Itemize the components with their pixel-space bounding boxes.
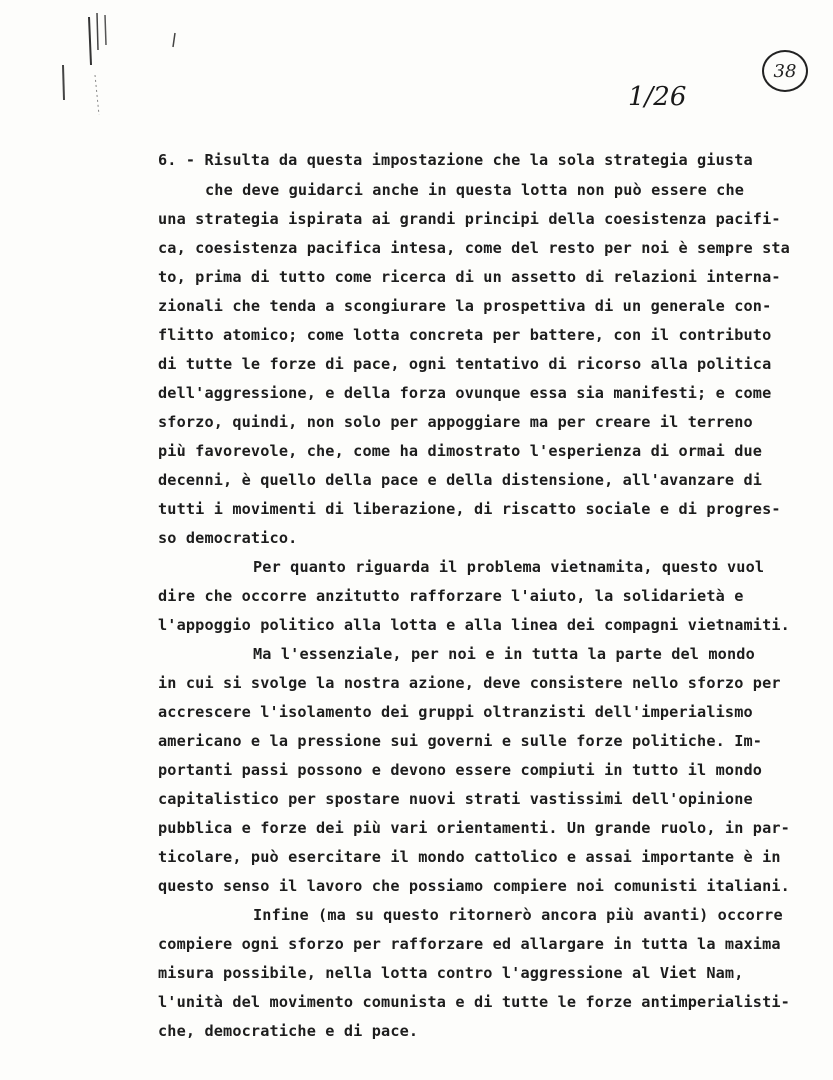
scan-artifact-marks xyxy=(55,5,195,125)
text-line: dire che occorre anzitutto rafforzare l'aiuto, la solidarietà e xyxy=(158,587,744,605)
text-line: Ma l'essenziale, per noi e in tutta la parte del mondo xyxy=(253,645,755,663)
text-line: ca, coesistenza pacifica intesa, come del resto per noi è sempre sta xyxy=(158,239,790,257)
text-line: capitalistico per spostare nuovi strati vastissimi dell'opinione xyxy=(158,790,753,808)
text-line: che, democratiche e di pace. xyxy=(158,1022,419,1040)
text-line: americano e la pressione sui governi e sulle forze politiche. Im- xyxy=(158,732,763,750)
text-line: l'appoggio politico alla lotta e alla linea dei compagni vietnamiti. xyxy=(158,616,790,634)
text-line: pubblica e forze dei più vari orientamenti. Un grande ruolo, in par- xyxy=(158,819,790,837)
text-line: una strategia ispirata ai grandi principi della coesistenza pacifi- xyxy=(158,210,781,228)
text-line: decenni, è quello della pace e della distensione, all'avanzare di xyxy=(158,471,763,489)
text-line: ticolare, può esercitare il mondo cattolico e assai importante è in xyxy=(158,848,781,866)
text-line: più favorevole, che, come ha dimostrato l'esperienza di ormai due xyxy=(158,442,763,460)
text-line: misura possibile, nella lotta contro l'aggressione al Viet Nam, xyxy=(158,964,744,982)
text-line: 6. - Risulta da questa impostazione che la sola strategia giusta xyxy=(158,151,753,169)
page-reference: 1/26 xyxy=(628,82,687,112)
text-line: in cui si svolge la nostra azione, deve consistere nello sforzo per xyxy=(158,674,781,692)
text-line: portanti passi possono e devono essere compiuti in tutto il mondo xyxy=(158,761,763,779)
text-line: Per quanto riguarda il problema vietnamita, questo vuol xyxy=(253,558,765,576)
text-line: questo senso il lavoro che possiamo compiere noi comunisti italiani. xyxy=(158,877,790,895)
text-line: Infine (ma su questo ritornerò ancora più avanti) occorre xyxy=(253,906,783,924)
text-line: di tutte le forze di pace, ogni tentativo di ricorso alla politica xyxy=(158,355,772,373)
text-line: accrescere l'isolamento dei gruppi oltranzisti dell'imperialismo xyxy=(158,703,753,721)
text-line: sforzo, quindi, non solo per appoggiare ma per creare il terreno xyxy=(158,413,753,431)
circled-page-number: 38 xyxy=(762,50,808,92)
text-line: to, prima di tutto come ricerca di un assetto di relazioni interna- xyxy=(158,268,781,286)
text-line: che deve guidarci anche in questa lotta non può essere che xyxy=(205,181,745,199)
text-line: l'unità del movimento comunista e di tutte le forze antimperialisti- xyxy=(158,993,790,1011)
text-line: flitto atomico; come lotta concreta per battere, con il contributo xyxy=(158,326,772,344)
text-line: tutti i movimenti di liberazione, di riscatto sociale e di progres- xyxy=(158,500,781,518)
text-line: so democratico. xyxy=(158,529,298,547)
text-line: compiere ogni sforzo per rafforzare ed allargare in tutta la maxima xyxy=(158,935,781,953)
text-line: zionali che tenda a scongiurare la prospettiva di un generale con- xyxy=(158,297,772,315)
text-line: dell'aggressione, e della forza ovunque essa sia manifesti; e come xyxy=(158,384,772,402)
